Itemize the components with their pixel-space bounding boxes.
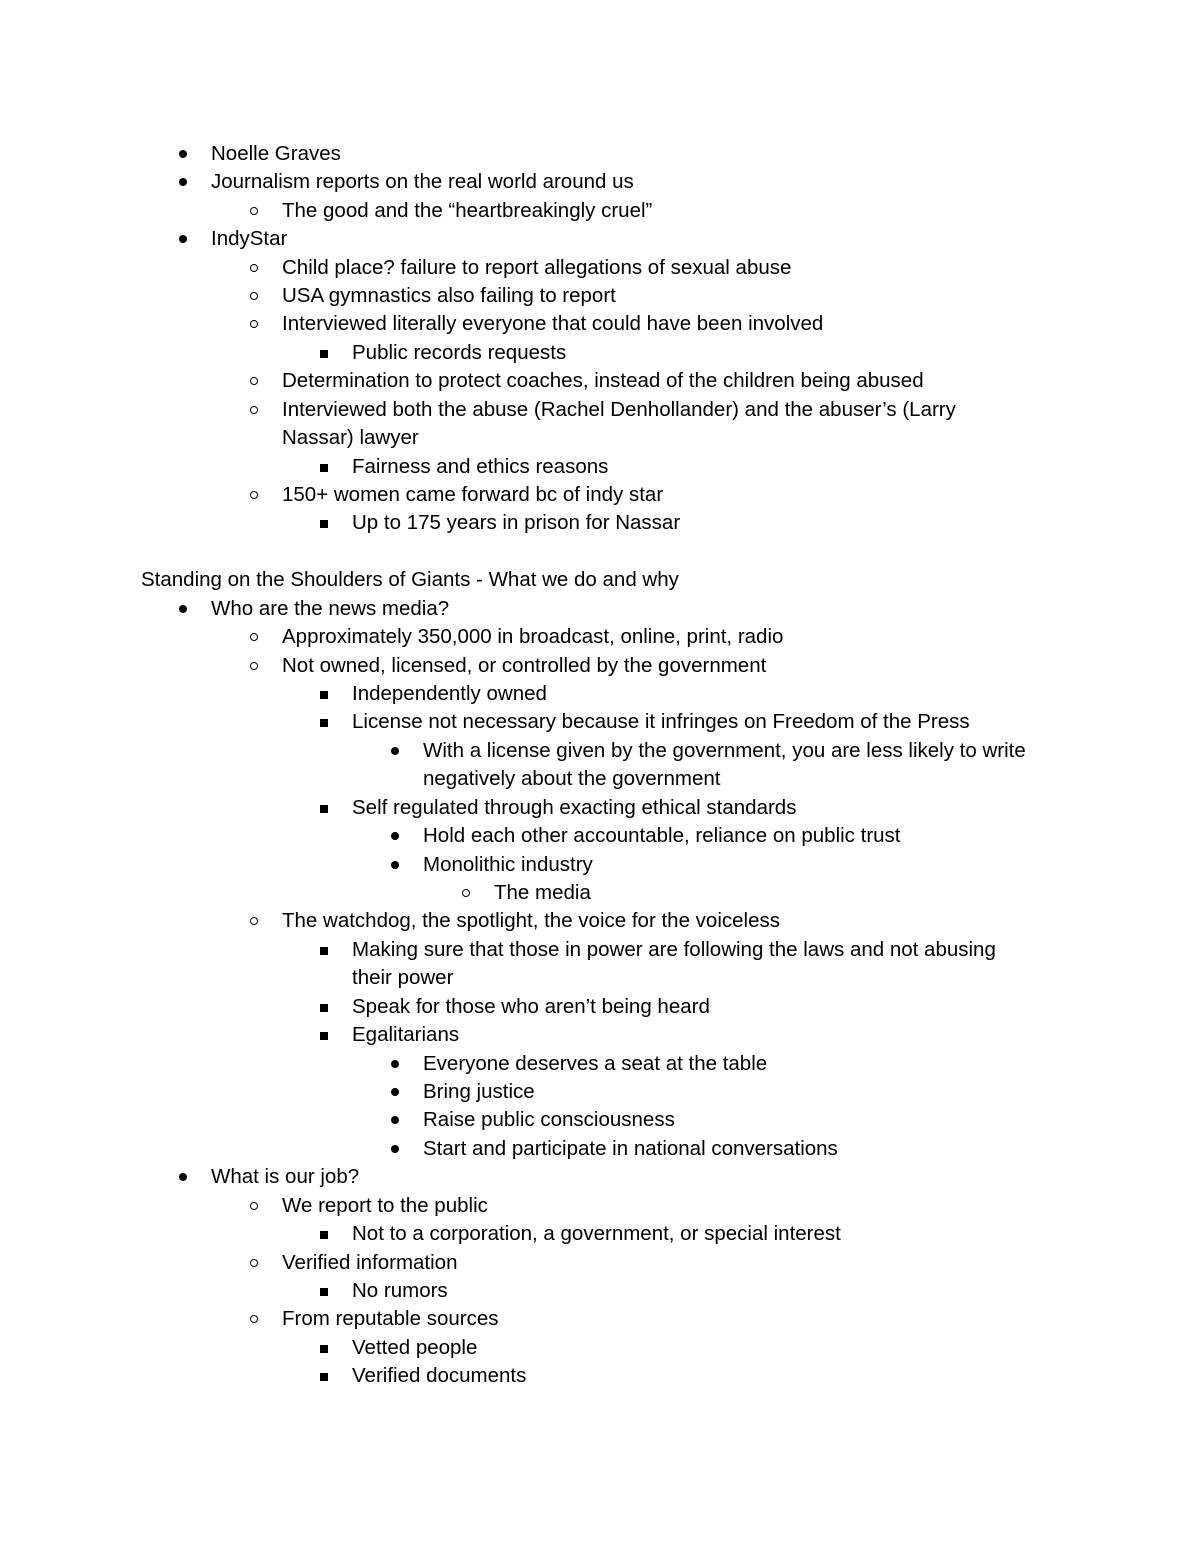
list-item: We report to the public — [282, 1194, 488, 1217]
square-bullet-icon — [318, 1023, 332, 1047]
list-item: Approximately 350,000 in broadcast, online, print, radio — [282, 625, 784, 648]
list-item: Child place? failure to report allegations of sexual abuse — [282, 256, 792, 279]
circle-bullet-icon — [248, 284, 262, 308]
list-item: Interviewed literally everyone that could have been involved — [282, 312, 824, 335]
list-item: Journalism reports on the real world around us — [211, 170, 634, 193]
list-item: Bring justice — [423, 1080, 535, 1103]
circle-bullet-icon — [248, 1251, 262, 1275]
list-item: Independently owned — [352, 682, 547, 705]
square-bullet-icon — [318, 710, 332, 734]
circle-bullet-icon — [248, 625, 262, 649]
square-bullet-icon — [318, 796, 332, 820]
circle-bullet-icon — [248, 199, 262, 223]
circle-bullet-icon — [248, 1194, 262, 1218]
disc-bullet-icon — [389, 739, 403, 763]
list-item: Monolithic industry — [423, 853, 593, 876]
list-item: Verified information — [282, 1251, 458, 1274]
circle-bullet-icon — [248, 369, 262, 393]
list-item: Self regulated through exacting ethical standards — [352, 796, 797, 819]
list-item: With a license given by the government, you are less likely to write — [423, 739, 1026, 762]
list-item: Fairness and ethics reasons — [352, 455, 609, 478]
disc-bullet-icon — [177, 597, 191, 621]
list-item: Verified documents — [352, 1364, 527, 1387]
circle-bullet-icon — [248, 312, 262, 336]
square-bullet-icon — [318, 995, 332, 1019]
list-item: IndyStar — [211, 227, 288, 250]
list-item: Determination to protect coaches, instead of the children being abused — [282, 369, 924, 392]
list-item: Not owned, licensed, or controlled by the government — [282, 654, 767, 677]
square-bullet-icon — [318, 1336, 332, 1360]
square-bullet-icon — [318, 455, 332, 479]
list-item: Interviewed both the abuse (Rachel Denhollander) and the abuser’s (Larry — [282, 398, 956, 421]
circle-bullet-icon — [248, 256, 262, 280]
list-item: The watchdog, the spotlight, the voice for the voiceless — [282, 909, 780, 932]
square-bullet-icon — [318, 341, 332, 365]
list-item: The good and the “heartbreakingly cruel” — [282, 199, 653, 222]
disc-bullet-icon — [389, 824, 403, 848]
list-item: Making sure that those in power are following the laws and not abusing — [352, 938, 996, 961]
list-item: Start and participate in national conversations — [423, 1137, 838, 1160]
list-item: Hold each other accountable, reliance on public trust — [423, 824, 901, 847]
list-item: Not to a corporation, a government, or special interest — [352, 1222, 841, 1245]
circle-bullet-icon — [248, 483, 262, 507]
square-bullet-icon — [318, 682, 332, 706]
list-item: Speak for those who aren’t being heard — [352, 995, 710, 1018]
list-item: Noelle Graves — [211, 142, 341, 165]
square-bullet-icon — [318, 511, 332, 535]
list-item: Vetted people — [352, 1336, 478, 1359]
list-item: Everyone deserves a seat at the table — [423, 1052, 768, 1075]
circle-bullet-icon — [248, 654, 262, 678]
list-item-continuation: Nassar) lawyer — [282, 426, 419, 449]
disc-bullet-icon — [177, 1165, 191, 1189]
list-item: No rumors — [352, 1279, 448, 1302]
square-bullet-icon — [318, 938, 332, 962]
circle-bullet-icon — [248, 398, 262, 422]
list-item: Up to 175 years in prison for Nassar — [352, 511, 681, 534]
disc-bullet-icon — [389, 1080, 403, 1104]
disc-bullet-icon — [177, 142, 191, 166]
square-bullet-icon — [318, 1364, 332, 1388]
list-item: License not necessary because it infringes on Freedom of the Press — [352, 710, 970, 733]
circle-bullet-icon — [248, 1307, 262, 1331]
disc-bullet-icon — [389, 1137, 403, 1161]
list-item: Egalitarians — [352, 1023, 460, 1046]
square-bullet-icon — [318, 1279, 332, 1303]
disc-bullet-icon — [389, 853, 403, 877]
disc-bullet-icon — [177, 227, 191, 251]
list-item: Public records requests — [352, 341, 567, 364]
disc-bullet-icon — [177, 170, 191, 194]
circle-bullet-icon — [248, 909, 262, 933]
disc-bullet-icon — [389, 1108, 403, 1132]
circle-bullet-icon — [460, 881, 474, 905]
list-item-continuation: their power — [352, 966, 454, 989]
list-item: From reputable sources — [282, 1307, 499, 1330]
list-item-continuation: negatively about the government — [423, 767, 721, 790]
list-item: Who are the news media? — [211, 597, 450, 620]
list-item: The media — [494, 881, 591, 904]
disc-bullet-icon — [389, 1052, 403, 1076]
square-bullet-icon — [318, 1222, 332, 1246]
list-item: USA gymnastics also failing to report — [282, 284, 616, 307]
list-item: Raise public consciousness — [423, 1108, 675, 1131]
section-heading: Standing on the Shoulders of Giants - What we do and why — [141, 568, 679, 591]
list-item: 150+ women came forward bc of indy star — [282, 483, 664, 506]
list-item: What is our job? — [211, 1165, 360, 1188]
